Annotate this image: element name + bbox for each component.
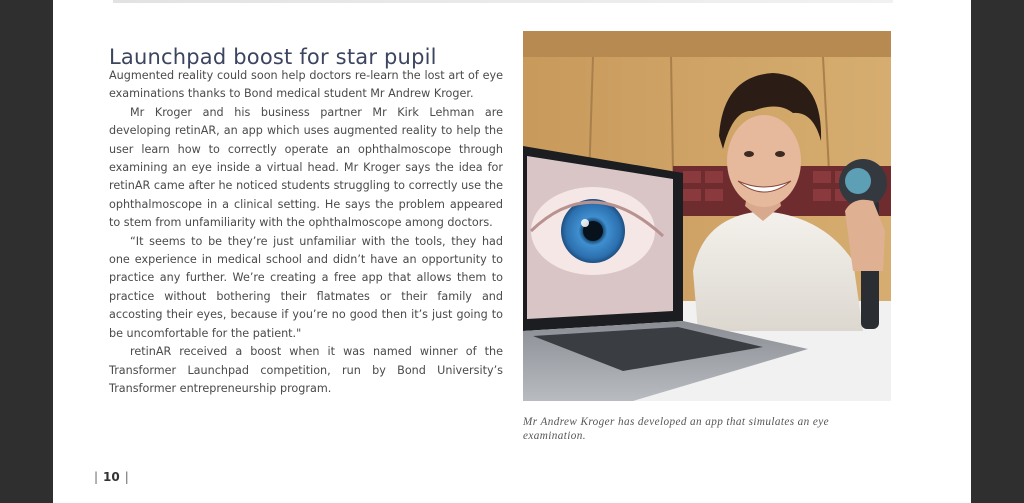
article-photo — [523, 31, 891, 401]
page-number-value: 10 — [103, 470, 120, 484]
article-paragraph: “It seems to be they’re just unfamiliar with the tools, they had one experience in medical school and didn’t have an opportunity to practice any further. We’re creating a free app that allows them to practice without bothering their flatmates or their family and accosting their eyes, because if you’re no good then it’s just going to be uncomfortable for the patient." — [109, 234, 503, 340]
photo-caption: Mr Andrew Kroger has developed an app that simulates an eye examination. — [523, 416, 829, 442]
article-paragraph: retinAR received a boost when it was named winner of the Transformer Launchpad competition, run by Bond University’s Transformer entrepreneurship program. — [109, 345, 503, 395]
top-divider — [113, 0, 893, 3]
article-body — [109, 67, 503, 398]
article-paragraph: Augmented reality could soon help doctors re-learn the lost art of eye examinations thanks to Bond medical student Mr Andrew Kroger. — [109, 69, 503, 101]
page-number-separator-left: | — [94, 470, 99, 484]
article-paragraph: Mr Kroger and his business partner Mr Kirk Lehman are developing retinAR, an app which uses augmented reality to help the user learn how to correctly operate an ophthalmoscope through examining an eye inside a virtual head. Mr Kroger says the idea for retinAR came after he noticed students struggling to correctly use the ophthalmoscope in a clinical setting. He says the problem appeared to stem from unfamiliarity with the ophthalmoscope among doctors. — [109, 105, 503, 230]
page-number-separator-right: | — [124, 470, 129, 484]
article-title: Launchpad boost for star pupil — [109, 45, 437, 70]
page-number — [89, 470, 134, 484]
document-page — [53, 0, 971, 503]
